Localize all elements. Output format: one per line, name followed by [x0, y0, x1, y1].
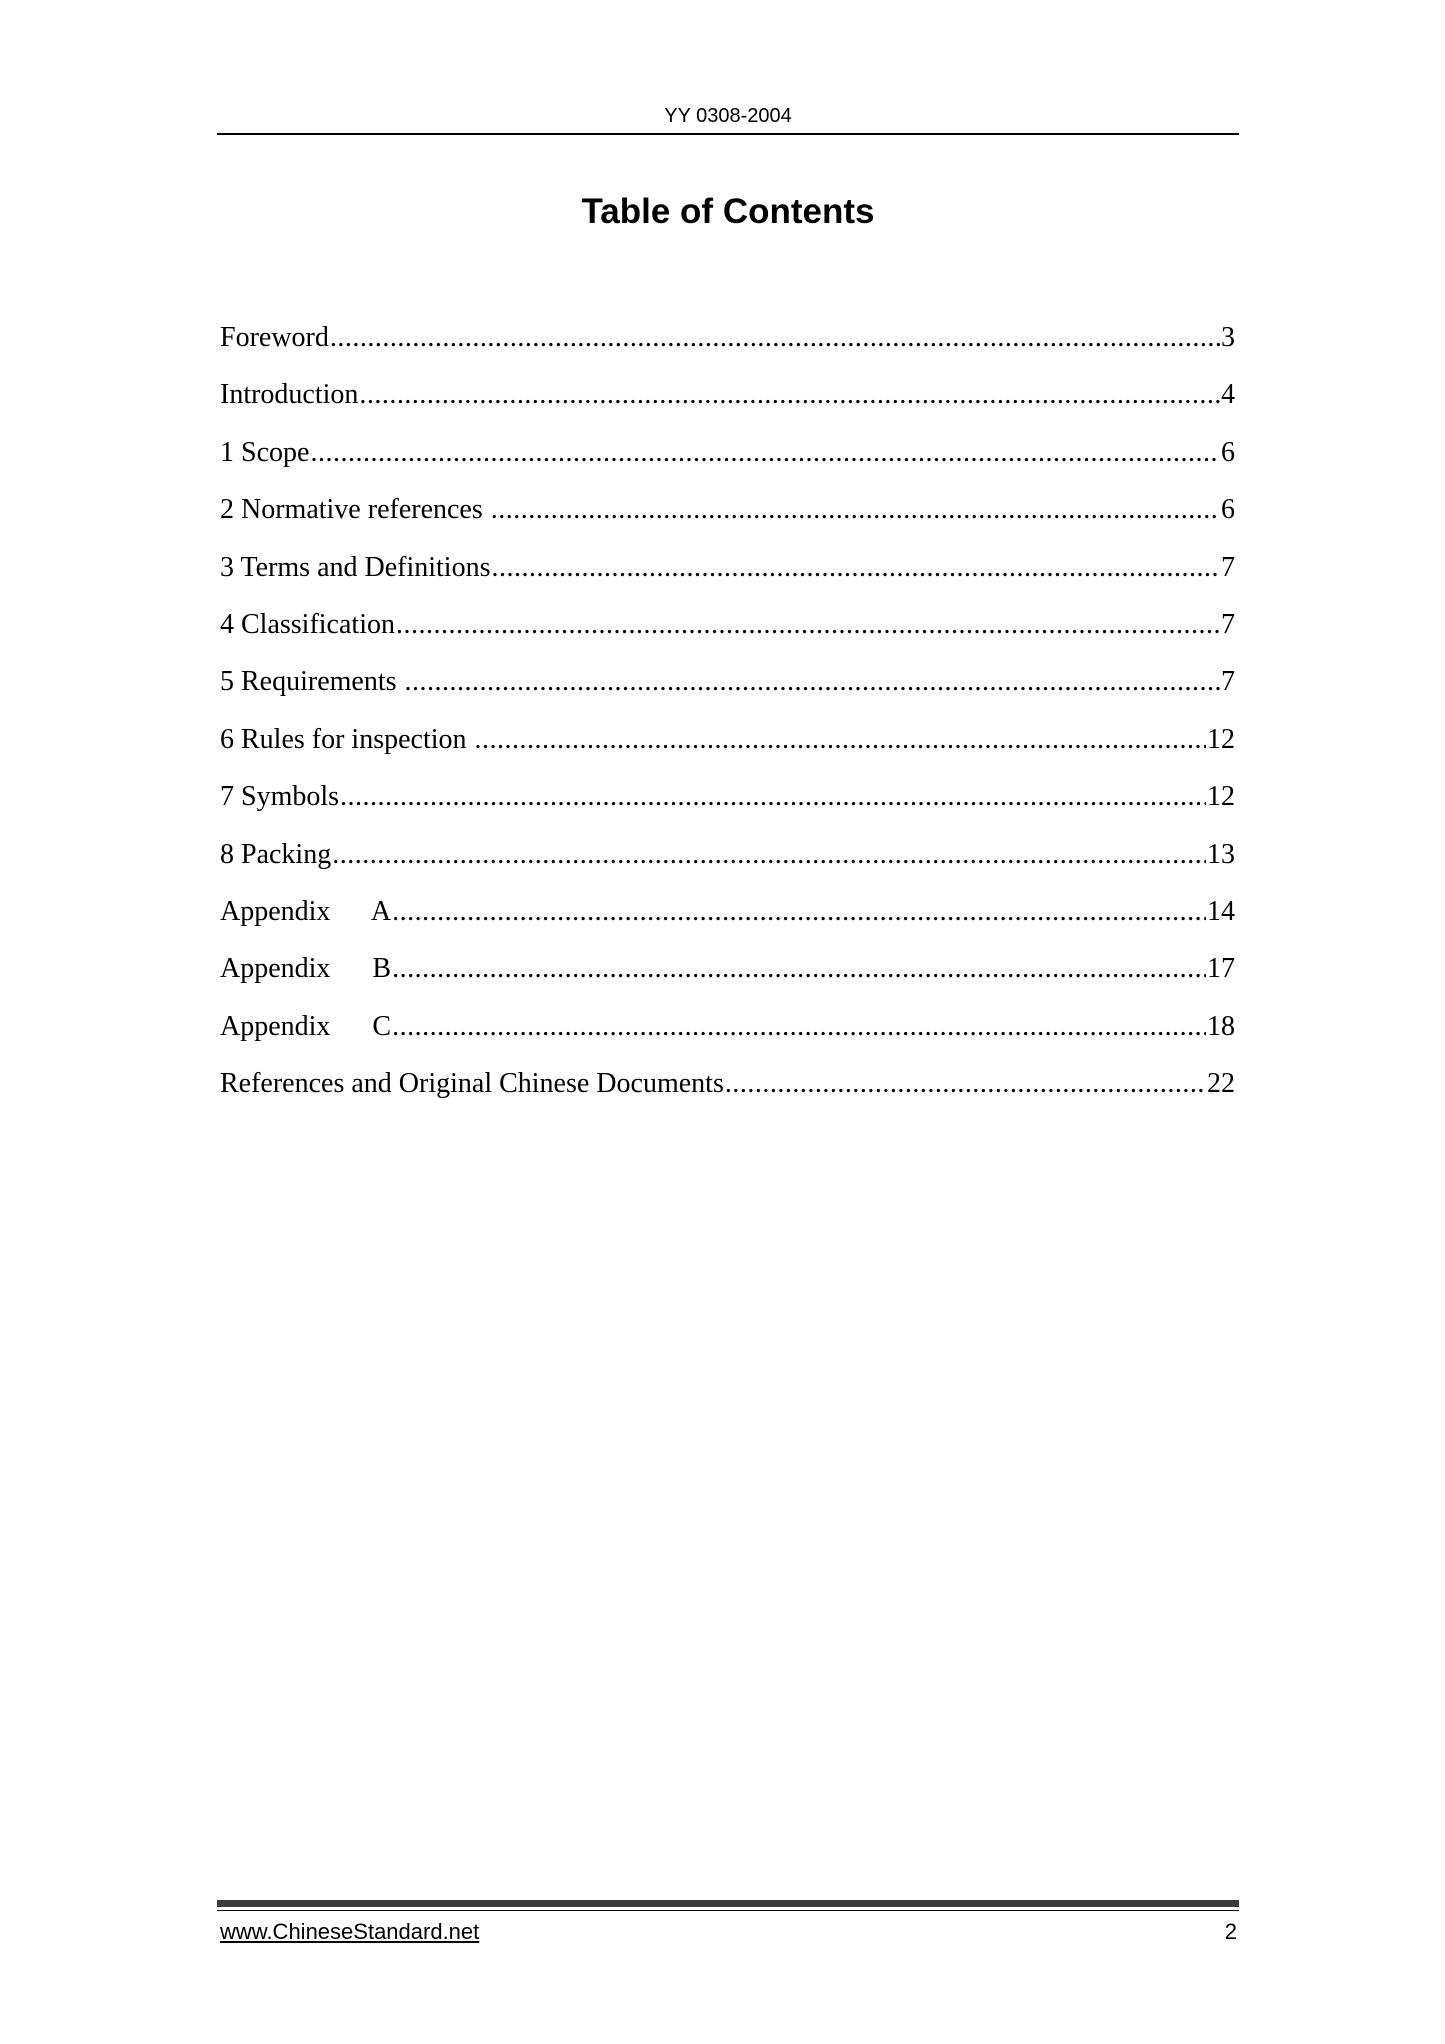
toc-entry-page: 3	[1221, 322, 1235, 353]
toc-leader-dots	[310, 433, 1220, 473]
toc-entry-page: 6	[1221, 494, 1235, 526]
toc-entry-label: Introduction	[220, 379, 359, 411]
toc-entry[interactable]	[220, 662, 1235, 719]
toc-entry-page: 13	[1207, 838, 1235, 870]
toc-leader-dots	[475, 720, 1206, 760]
toc-entry-page: 7	[1221, 666, 1235, 698]
document-code: YY 0308-2004	[664, 105, 792, 127]
toc-leader-dots	[725, 1064, 1206, 1104]
toc-entry-page: 6	[1221, 436, 1235, 468]
toc-entry-page: 22	[1207, 1068, 1235, 1100]
toc-entry-page: 12	[1207, 781, 1235, 813]
toc-entry[interactable]	[220, 375, 1235, 432]
toc-entry-label: Appendix A	[220, 895, 392, 927]
toc-entry-label: 6 Rules for inspection	[220, 723, 474, 755]
toc-entry-label: 8 Packing	[220, 838, 332, 870]
footer-website-link[interactable]: www.ChineseStandard.net	[220, 1919, 480, 1944]
toc-leader-dots	[396, 605, 1220, 645]
toc-leader-dots	[332, 835, 1206, 875]
toc-entry-label: 2 Normative references	[220, 494, 490, 526]
toc-entry[interactable]	[220, 490, 1235, 547]
toc-entry-label: Appendix B	[220, 953, 392, 985]
footer-divider-thin	[217, 1910, 1239, 1911]
toc-leader-dots	[405, 662, 1220, 702]
toc-entry-label: References and Original Chinese Documents	[220, 1068, 724, 1100]
toc-entry-page: 4	[1221, 379, 1235, 411]
toc-entry[interactable]	[220, 318, 1235, 375]
footer-page-number: 2	[1224, 1919, 1237, 1944]
toc-entry[interactable]	[220, 777, 1235, 834]
toc-entry-label: Foreword	[220, 322, 329, 353]
toc-leader-dots	[392, 892, 1206, 932]
toc-leader-dots	[392, 949, 1206, 989]
toc-entry[interactable]	[220, 949, 1235, 1006]
toc-entry[interactable]	[220, 720, 1235, 777]
toc-entry[interactable]	[220, 1064, 1235, 1121]
toc-entry-label: 7 Symbols	[220, 781, 340, 813]
toc-entry-label: 5 Requirements	[220, 666, 404, 698]
toc-entry[interactable]	[220, 835, 1235, 892]
toc-leader-dots	[340, 777, 1206, 817]
toc-entry-page: 12	[1207, 723, 1235, 755]
toc-leader-dots	[491, 548, 1220, 588]
toc-leader-dots	[330, 318, 1220, 358]
toc-entry-page: 7	[1221, 551, 1235, 583]
toc-entry[interactable]	[220, 892, 1235, 949]
toc-entry-label: 1 Scope	[220, 436, 310, 468]
toc-entry[interactable]	[220, 548, 1235, 605]
toc-entry-label: 4 Classification	[220, 608, 395, 640]
footer-divider	[217, 1900, 1239, 1907]
toc-entry-page: 17	[1207, 953, 1235, 985]
toc-leader-dots	[392, 1007, 1206, 1047]
toc-entry-page: 18	[1207, 1010, 1235, 1042]
toc-leader-dots	[359, 375, 1220, 415]
toc-entry-page: 7	[1221, 608, 1235, 640]
running-header	[217, 103, 1239, 135]
toc-entry-label: 3 Terms and Definitions	[220, 551, 491, 583]
toc-entry-page: 14	[1207, 895, 1235, 927]
toc-entry-label: Appendix C	[220, 1010, 392, 1042]
toc-entry[interactable]	[220, 433, 1235, 490]
toc-entry[interactable]	[220, 605, 1235, 662]
toc-entry[interactable]	[220, 1007, 1235, 1064]
page-title: Table of Contents	[581, 192, 875, 231]
toc-leader-dots	[491, 490, 1220, 530]
table-of-contents	[220, 318, 1235, 1121]
